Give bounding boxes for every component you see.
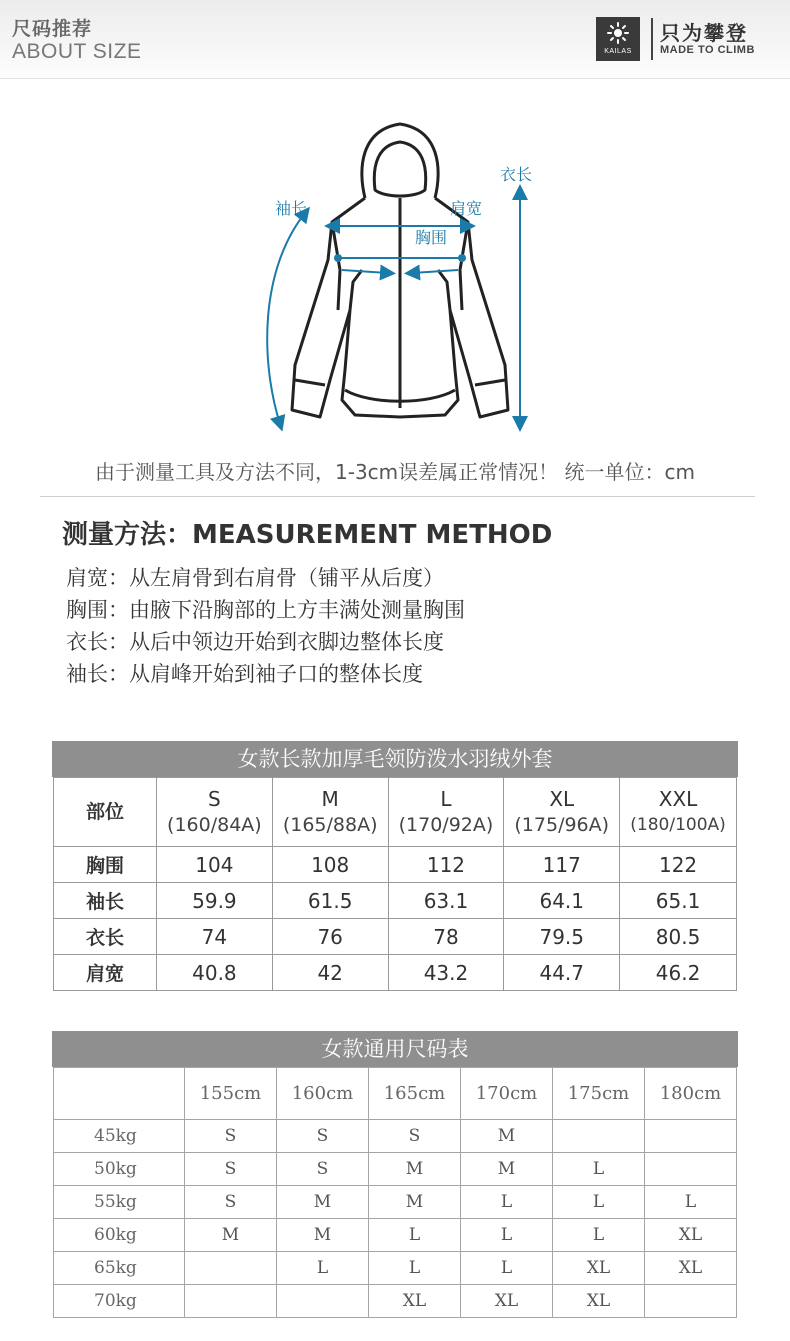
table-row	[54, 847, 737, 883]
jacket-diagram	[250, 110, 550, 440]
table-row	[54, 919, 737, 955]
table-cell: L	[645, 1186, 737, 1219]
table-row	[54, 1120, 737, 1153]
table-header-row	[54, 778, 737, 847]
size-chart-table	[52, 1031, 738, 1318]
size-col-header: XL (175/96A)	[504, 778, 620, 847]
table-cell: S	[277, 1120, 369, 1153]
header-title-cn: 尺码推荐	[12, 18, 93, 40]
section-divider	[40, 496, 755, 497]
weight-label: 45kg	[54, 1120, 185, 1153]
table-cell: L	[553, 1186, 645, 1219]
table-cell: S	[185, 1120, 277, 1153]
chest-label: 胸围	[415, 228, 448, 247]
table-cell: M	[461, 1153, 553, 1186]
size-chart-title: 女款通用尺码表	[52, 1031, 738, 1067]
size-chart-grid	[53, 1067, 737, 1318]
height-col-header: 155cm	[185, 1068, 277, 1120]
table-row	[54, 1252, 737, 1285]
weight-label: 55kg	[54, 1186, 185, 1219]
table-cell: 46.2	[620, 955, 737, 991]
table-cell: 78	[388, 919, 504, 955]
table-row	[54, 1153, 737, 1186]
size-col-header: L (170/92A)	[388, 778, 504, 847]
table-cell: S	[277, 1153, 369, 1186]
height-col-header: 160cm	[277, 1068, 369, 1120]
shoulder-label: 肩宽	[450, 199, 483, 218]
size-table-title: 女款长款加厚毛领防泼水羽绒外套	[52, 741, 738, 777]
jacket-illustration	[250, 110, 550, 440]
table-cell: M	[369, 1186, 461, 1219]
table-cell: S	[185, 1153, 277, 1186]
table-cell: 79.5	[504, 919, 620, 955]
table-cell: L	[461, 1186, 553, 1219]
table-cell: L	[553, 1153, 645, 1186]
method-title: 测量方法：MEASUREMENT METHOD	[62, 520, 553, 550]
brand-logo-text: KAILAS	[604, 48, 632, 55]
measurement-note: 由于测量工具及方法不同，1-3cm误差属正常情况！ 统一单位：cm	[95, 460, 695, 484]
table-cell: XL	[553, 1252, 645, 1285]
table-cell: 59.9	[157, 883, 273, 919]
size-table	[52, 741, 738, 991]
height-col-header: 165cm	[369, 1068, 461, 1120]
page-header	[0, 0, 790, 79]
table-cell	[277, 1285, 369, 1318]
method-line-sleeve: 袖长：从肩峰开始到袖子口的整体长度	[66, 662, 423, 686]
table-cell: 61.5	[272, 883, 388, 919]
table-cell: M	[277, 1186, 369, 1219]
table-cell: M	[277, 1219, 369, 1252]
table-cell: XL	[553, 1285, 645, 1318]
height-col-header: 170cm	[461, 1068, 553, 1120]
method-line-shoulder: 肩宽：从左肩骨到右肩骨（铺平从后度）	[66, 566, 444, 590]
table-row	[54, 1285, 737, 1318]
table-header-row	[54, 1068, 737, 1120]
table-cell: L	[369, 1252, 461, 1285]
table-cell: M	[461, 1120, 553, 1153]
height-col-header: 180cm	[645, 1068, 737, 1120]
corner-cell	[54, 1068, 185, 1120]
height-col-header: 175cm	[553, 1068, 645, 1120]
table-cell: 76	[272, 919, 388, 955]
weight-label: 70kg	[54, 1285, 185, 1318]
table-cell: L	[277, 1252, 369, 1285]
row-label: 胸围	[54, 847, 157, 883]
table-cell	[185, 1285, 277, 1318]
table-cell	[645, 1120, 737, 1153]
table-row	[54, 883, 737, 919]
table-cell: 64.1	[504, 883, 620, 919]
table-cell: L	[461, 1219, 553, 1252]
table-cell: 122	[620, 847, 737, 883]
table-cell	[645, 1285, 737, 1318]
table-cell: L	[461, 1252, 553, 1285]
table-cell: XL	[645, 1219, 737, 1252]
table-cell: 42	[272, 955, 388, 991]
size-col-header: S (160/84A)	[157, 778, 273, 847]
table-cell: L	[553, 1219, 645, 1252]
table-cell: M	[185, 1219, 277, 1252]
table-cell: XL	[461, 1285, 553, 1318]
length-label: 衣长	[500, 165, 533, 184]
size-col-header: M (165/88A)	[272, 778, 388, 847]
method-list	[66, 562, 465, 690]
table-row	[54, 1186, 737, 1219]
corner-cell: 部位	[54, 778, 157, 847]
row-label: 衣长	[54, 919, 157, 955]
table-cell: 40.8	[157, 955, 273, 991]
table-cell: 80.5	[620, 919, 737, 955]
table-cell: 44.7	[504, 955, 620, 991]
slogan-en: MADE TO CLIMB	[660, 44, 755, 56]
table-cell: 117	[504, 847, 620, 883]
table-cell: 108	[272, 847, 388, 883]
method-line-length: 衣长：从后中领边开始到衣脚边整体长度	[66, 630, 444, 654]
weight-label: 65kg	[54, 1252, 185, 1285]
table-cell: M	[369, 1153, 461, 1186]
table-cell	[185, 1252, 277, 1285]
table-cell: 65.1	[620, 883, 737, 919]
table-cell	[553, 1120, 645, 1153]
size-table-grid	[53, 777, 737, 991]
table-cell: 74	[157, 919, 273, 955]
slogan-cn: 只为攀登	[660, 21, 748, 45]
header-title-en: ABOUT SIZE	[12, 40, 142, 63]
weight-label: 60kg	[54, 1219, 185, 1252]
table-cell	[645, 1153, 737, 1186]
table-row	[54, 1219, 737, 1252]
row-label: 肩宽	[54, 955, 157, 991]
size-col-header: XXL (180/100A)	[620, 778, 737, 847]
table-cell: XL	[369, 1285, 461, 1318]
sun-mountain-icon	[606, 21, 630, 45]
table-cell: 63.1	[388, 883, 504, 919]
table-cell: 104	[157, 847, 273, 883]
brand-logo	[596, 17, 640, 61]
table-row	[54, 955, 737, 991]
table-cell: L	[369, 1219, 461, 1252]
weight-label: 50kg	[54, 1153, 185, 1186]
table-cell: S	[369, 1120, 461, 1153]
sleeve-label: 袖长	[275, 199, 308, 218]
table-cell: XL	[645, 1252, 737, 1285]
method-line-chest: 胸围：由腋下沿胸部的上方丰满处测量胸围	[66, 598, 465, 622]
row-label: 袖长	[54, 883, 157, 919]
table-cell: 112	[388, 847, 504, 883]
logo-divider	[651, 18, 653, 60]
table-cell: S	[185, 1186, 277, 1219]
table-cell: 43.2	[388, 955, 504, 991]
